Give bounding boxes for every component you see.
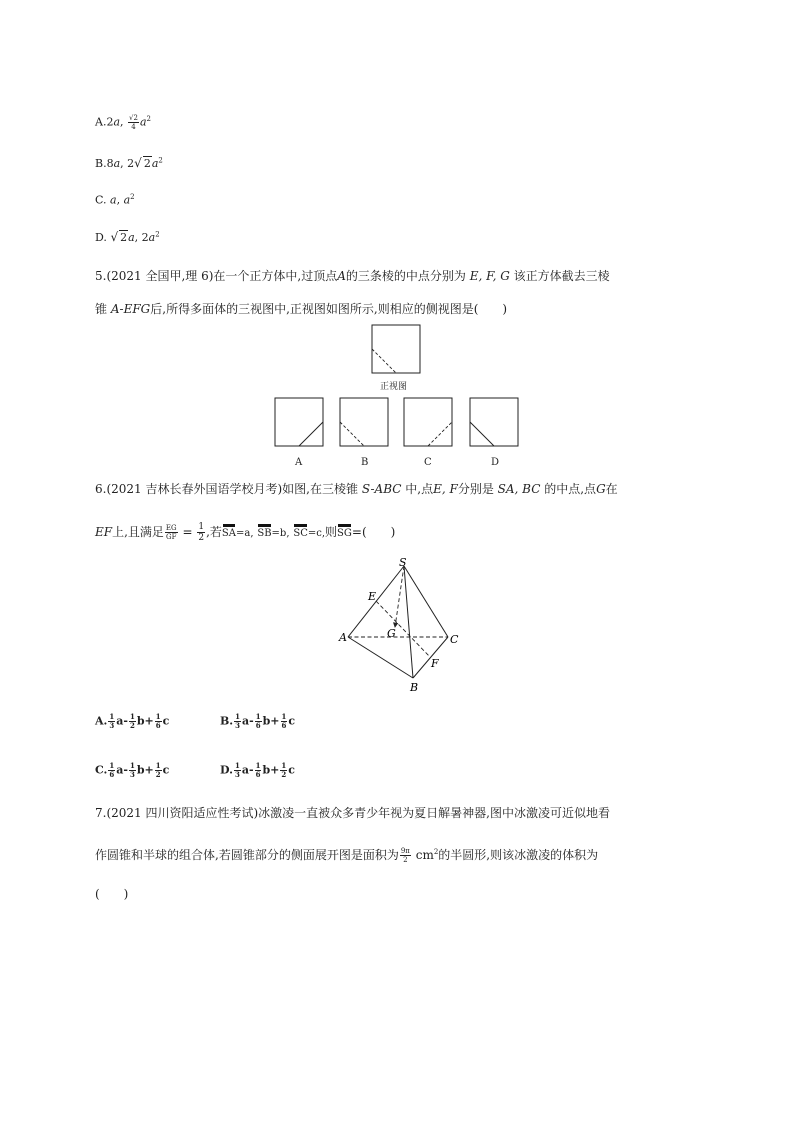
label-e: E: [368, 590, 377, 603]
q7-line1: 7.(2021 四川资阳适应性考试)冰激凌一直被众多青少年视为夏日解暑神器,图中冰激凌可近似地看: [95, 806, 610, 820]
q5-line2: 锥 A-EFG后,所得多面体的三视图中,正视图如图所示,则相应的侧视图是( ): [95, 302, 508, 316]
label-g: G: [387, 627, 396, 640]
label-c: C: [450, 633, 459, 646]
q4-option-d: D. √ 2a, $2a^2$: [95, 230, 160, 244]
area-fraction: $\frac{9\pi}{2}$: [400, 847, 410, 864]
choice-label-d: D: [491, 457, 500, 468]
q7-line3: ( ): [95, 887, 129, 901]
front-view-caption: 正视图: [380, 382, 408, 392]
choice-label-a: A: [295, 457, 303, 468]
q4-option-a: A.2a, $\frac{√2}{4}$ $a^2$: [95, 114, 151, 131]
fraction: $\frac{√2}{4}$: [129, 114, 138, 131]
label-f: F: [431, 657, 439, 670]
label-a: A: [339, 631, 347, 644]
q6-line2: EF上,且满足 $\frac{EG}{GF}$ = $\frac{1}{2}$ ,若SA=a, SB=b, SC=c,则SG=( ): [95, 522, 396, 543]
q6-option-d: D. $\frac{1}{3}$ a- $\frac{1}{6}$ b+ $\frac{1}{2}$ c: [220, 761, 295, 779]
q6-option-c: C. $\frac{1}{6}$ a- $\frac{1}{3}$ b+ $\frac{1}{2}$ c: [95, 761, 170, 779]
choice-label-c: C: [424, 457, 432, 468]
q7-line2: 作圆锥和半球的组合体,若圆锥部分的侧面展开图是面积为 $\frac{9\pi}{2}$ $cm^2$的半圆形,则该冰激凌的体积为: [95, 847, 599, 864]
q4-option-b: B.8a, 2√ $2a^2$: [95, 156, 163, 170]
label-b: B: [410, 681, 419, 694]
q6-option-b: B. $\frac{1}{3}$ a- $\frac{1}{6}$ b+ $\frac{1}{6}$ c: [220, 712, 296, 730]
q5-line1: 5.(2021 全国甲,理 6)在一个正方体中,过顶点A的三条棱的中点分别为 E, F, G 该正方体截去三棱: [95, 269, 610, 283]
half-fraction: $\frac{1}{2}$: [198, 522, 205, 543]
q6-option-a: A. $\frac{1}{3}$ a- $\frac{1}{2}$ b+ $\frac{1}{6}$ c: [95, 712, 170, 730]
label-s: S: [399, 556, 407, 569]
q4-option-c: C. a, $a^2$: [95, 193, 135, 207]
ratio-fraction: $\frac{EG}{GF}$: [165, 524, 177, 541]
q6-line1: 6.(2021 吉林长春外国语学校月考)如图,在三棱锥 S-ABC 中,点E, F分别是 SA, BC 的中点,点G在: [95, 482, 618, 496]
choice-label-b: B: [361, 457, 369, 468]
